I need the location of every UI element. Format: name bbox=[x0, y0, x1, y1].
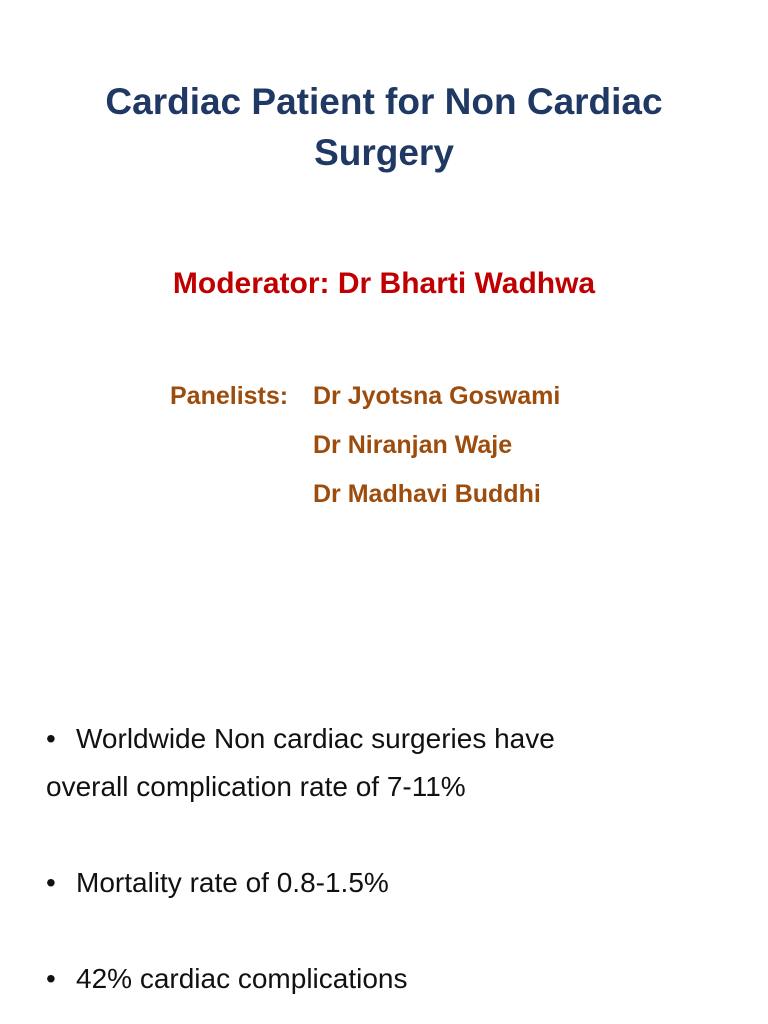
panelists-block bbox=[170, 372, 560, 519]
title-line-2: Surgery bbox=[314, 132, 454, 173]
bullet-dot-icon: • bbox=[46, 963, 56, 994]
panelist-row bbox=[170, 372, 560, 421]
bullet-dot-icon: • bbox=[46, 723, 56, 754]
panelist-name: Dr Madhavi Buddhi bbox=[313, 480, 541, 508]
page-title bbox=[0, 76, 768, 178]
bullet-text: 42% cardiac complications bbox=[76, 963, 408, 994]
bullet-item bbox=[46, 859, 736, 907]
title-line-1: Cardiac Patient for Non Cardiac bbox=[105, 81, 663, 122]
bullet-text: overall complication rate of 7-11% bbox=[46, 771, 466, 802]
bullet-text: Worldwide Non cardiac surgeries have bbox=[76, 723, 555, 754]
bullet-text: Mortality rate of 0.8-1.5% bbox=[76, 867, 389, 898]
panelist-name: Dr Jyotsna Goswami bbox=[313, 382, 561, 410]
panelists-label: Panelists: bbox=[170, 382, 289, 410]
bullet-dot-icon: • bbox=[46, 867, 56, 898]
panelist-row bbox=[170, 421, 560, 470]
panelist-row bbox=[170, 470, 560, 519]
bullet-item bbox=[46, 715, 736, 811]
bullet-item bbox=[46, 955, 736, 1003]
moderator-text: Moderator: Dr Bharti Wadhwa bbox=[172, 267, 596, 300]
bullet-list bbox=[46, 715, 736, 1003]
panelist-name: Dr Niranjan Waje bbox=[313, 431, 513, 459]
